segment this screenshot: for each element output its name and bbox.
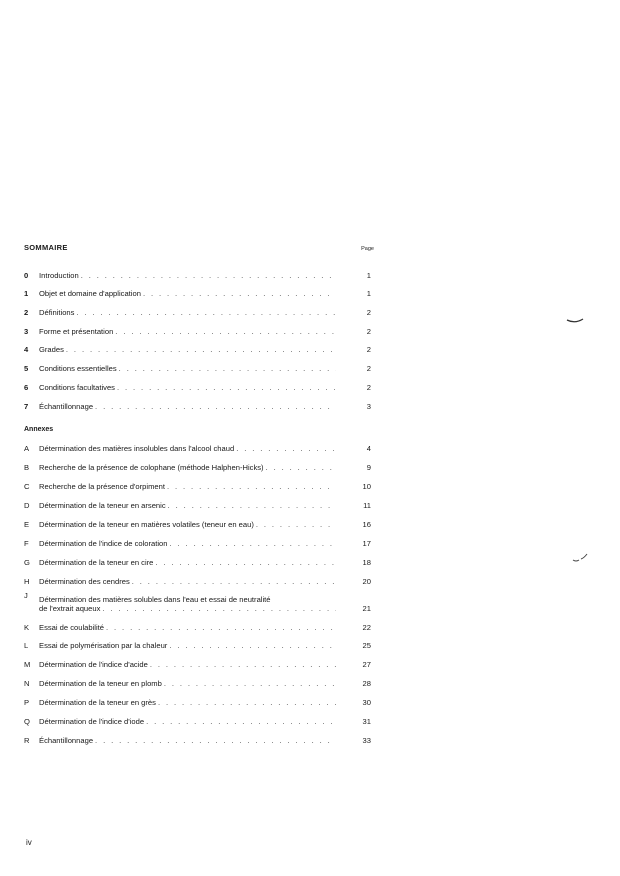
entry-title: Objet et domaine d'application [39, 289, 141, 299]
toc-entry [24, 261, 376, 280]
table-of-contents [24, 243, 376, 745]
toc-entry [24, 336, 376, 355]
annex-title: Détermination de la teneur en cire [39, 557, 154, 567]
toc-header [24, 243, 376, 257]
entry-number: 5 [24, 364, 29, 374]
annex-letter: L [24, 641, 29, 651]
leader-dots [132, 577, 336, 586]
leader-dots [143, 289, 336, 298]
entry-title: Grades [39, 345, 64, 355]
annex-letter: C [24, 482, 30, 492]
annex-page: 25 [362, 641, 371, 651]
leader-dots [168, 501, 336, 510]
entry-number: 0 [24, 270, 29, 280]
annex-entry [24, 669, 376, 688]
annex-entry [24, 529, 376, 548]
annex-entry [24, 435, 376, 454]
leader-dots [256, 520, 336, 529]
annex-title-line1: Détermination des matières solubles dans l'eau et essai de neutralité [39, 594, 271, 604]
annex-heading: Annexes [24, 425, 54, 433]
annex-title: Détermination des cendres [39, 576, 130, 586]
scan-mark [565, 316, 585, 326]
entry-number: 2 [24, 308, 29, 318]
annex-entry [24, 613, 376, 632]
annex-entry [24, 491, 376, 510]
entry-title: Introduction [39, 270, 79, 280]
annex-entry [24, 707, 376, 726]
annex-entry [24, 567, 376, 586]
leader-dots [115, 327, 336, 336]
leader-dots [76, 308, 336, 317]
entry-title: Conditions essentielles [39, 364, 117, 374]
entry-page: 2 [366, 382, 371, 392]
annex-letter: J [24, 590, 28, 600]
annex-letter: A [24, 444, 30, 454]
annex-title: Détermination de la teneur en arsenic [39, 501, 166, 511]
annex-letter: Q [24, 716, 30, 726]
toc-entry [24, 354, 376, 373]
toc-entry [24, 392, 376, 411]
annex-entry [24, 726, 376, 745]
entry-title: Échantillonnage [39, 401, 94, 411]
entry-page: 3 [366, 401, 371, 411]
annex-page: 30 [362, 698, 371, 708]
annex-title: Recherche de la présence de colophane (méthode Halphen-Hicks) [39, 463, 264, 473]
leader-dots [81, 271, 336, 280]
annex-entry [24, 586, 376, 613]
entry-title: Forme et présentation [39, 326, 114, 336]
annex-letter: G [24, 557, 30, 567]
toc-entry [24, 280, 376, 299]
entry-title: Conditions facultatives [39, 382, 115, 392]
leader-dots [158, 698, 336, 707]
entry-number: 4 [24, 345, 29, 355]
annex-letter: H [24, 576, 30, 586]
annex-page: 4 [366, 444, 371, 454]
leader-dots [119, 364, 336, 373]
annex-letter: B [24, 463, 30, 473]
leader-dots [155, 558, 336, 567]
annex-letter: E [24, 519, 30, 529]
toc-entry [24, 373, 376, 392]
leader-dots [169, 641, 336, 650]
entry-page: 1 [366, 289, 371, 299]
leader-dots [66, 345, 336, 354]
annex-page: 10 [362, 482, 371, 492]
annex-title: Détermination de la teneur en matières volatiles (teneur en eau) [39, 519, 254, 529]
toc-heading: SOMMAIRE [24, 243, 68, 252]
annex-title: Détermination de la teneur en grès [39, 698, 156, 708]
leader-dots [146, 717, 336, 726]
leader-dots [102, 604, 336, 613]
annex-entry [24, 688, 376, 707]
toc-entry [24, 317, 376, 336]
annex-letter: D [24, 501, 30, 511]
annex-page: 18 [362, 557, 371, 567]
annex-page: 20 [362, 576, 371, 586]
annex-letter: K [24, 622, 30, 632]
annex-title: Détermination de l'indice d'acide [39, 660, 148, 670]
page-folio: iv [26, 838, 32, 847]
annex-title: Échantillonnage [39, 735, 94, 745]
entry-page: 2 [366, 308, 371, 318]
entry-number: 1 [24, 289, 29, 299]
annex-letter: R [24, 735, 30, 745]
entry-number: 6 [24, 382, 29, 392]
annex-page: 17 [362, 538, 371, 548]
annex-title: Détermination de l'indice d'iode [39, 716, 145, 726]
annex-page: 11 [363, 501, 371, 511]
annex-page: 28 [362, 679, 371, 689]
entry-number: 3 [24, 326, 29, 336]
annex-page: 22 [362, 622, 371, 632]
annex-letter: M [24, 660, 31, 670]
annex-letter: P [24, 698, 30, 708]
annex-entry [24, 472, 376, 491]
leader-dots [164, 679, 336, 688]
annex-title: Essai de polymérisation par la chaleur [39, 641, 168, 651]
leader-dots [167, 482, 336, 491]
annex-title: Recherche de la présence d'orpiment [39, 482, 165, 492]
entry-page: 2 [366, 364, 371, 374]
entry-page: 1 [366, 270, 371, 280]
leader-dots [170, 539, 336, 548]
entry-number: 7 [24, 401, 29, 411]
annex-page: 33 [362, 735, 371, 745]
annex-letter: N [24, 679, 30, 689]
entry-page: 2 [366, 326, 371, 336]
annex-page: 27 [362, 660, 371, 670]
leader-dots [150, 660, 336, 669]
leader-dots [106, 623, 336, 632]
leader-dots [95, 736, 336, 745]
scan-mark [570, 552, 590, 566]
annex-letter: F [24, 538, 29, 548]
leader-dots [236, 444, 336, 453]
annex-title: Détermination de la teneur en plomb [39, 679, 162, 689]
entry-page: 2 [366, 345, 371, 355]
annex-page: 21 [362, 603, 371, 613]
annex-entry [24, 548, 376, 567]
annex-entry [24, 632, 376, 651]
annex-entry [24, 650, 376, 669]
annex-title-line2: de l'extrait aqueux [39, 603, 101, 613]
toc-entry [24, 298, 376, 317]
leader-dots [95, 402, 336, 411]
annex-title: Essai de coulabilité [39, 622, 105, 632]
annex-page: 16 [362, 519, 371, 529]
annex-title: Détermination des matières insolubles dans l'alcool chaud [39, 444, 235, 454]
annex-title: Détermination de l'indice de coloration [39, 538, 168, 548]
entry-title: Définitions [39, 308, 75, 318]
annex-page: 31 [362, 716, 371, 726]
annex-page: 9 [366, 463, 371, 473]
page-column-label: Page [361, 246, 374, 252]
leader-dots [117, 383, 336, 392]
annex-entry [24, 453, 376, 472]
leader-dots [266, 463, 336, 472]
annex-entry [24, 510, 376, 529]
